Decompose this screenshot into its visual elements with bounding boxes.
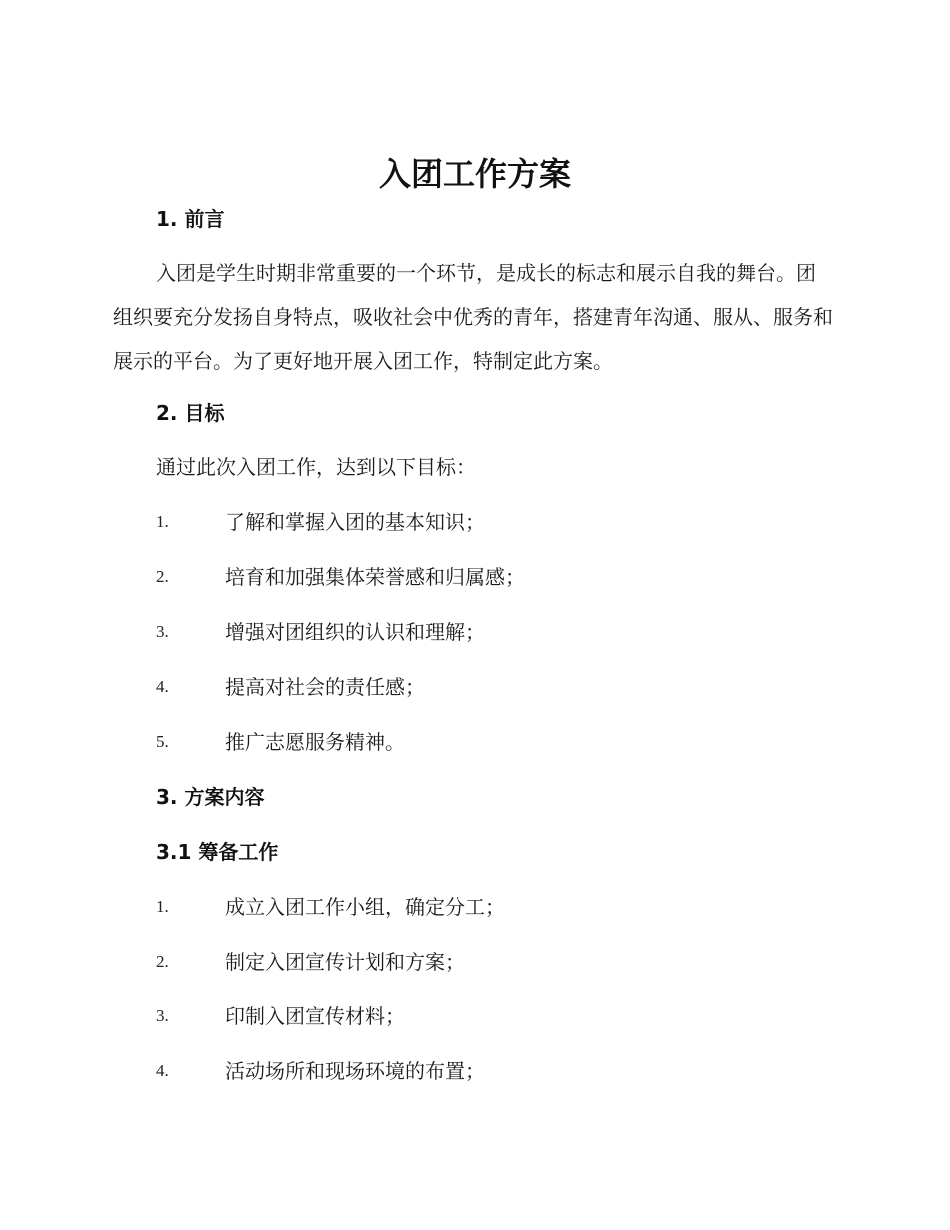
list-item-number: 3. bbox=[156, 622, 169, 641]
list-item bbox=[156, 947, 816, 977]
section-heading-preface: 1. 前言 bbox=[156, 207, 225, 231]
list-item bbox=[156, 1001, 816, 1031]
list-item-text: 制定入团宣传计划和方案； bbox=[225, 950, 465, 974]
list-item bbox=[156, 892, 816, 922]
list-item-number: 4. bbox=[156, 677, 169, 696]
preface-paragraph: 入团是学生时期非常重要的一个环节，是成长的标志和展示自我的舞台。团组织要充分发扬自身特点，吸收社会中优秀的青年，搭建青年沟通、服从、服务和展示的平台。为了更好地开展入团工作，特制定此方案。 bbox=[113, 261, 833, 373]
list-item bbox=[156, 672, 816, 702]
list-item-number: 5. bbox=[156, 732, 169, 751]
list-item-number: 3. bbox=[156, 1006, 169, 1025]
list-item bbox=[156, 1056, 816, 1086]
list-item-text: 成立入团工作小组，确定分工； bbox=[225, 895, 505, 919]
list-item-number: 2. bbox=[156, 952, 169, 971]
document-title: 入团工作方案 bbox=[378, 155, 571, 193]
list-item-text: 印制入团宣传材料； bbox=[225, 1004, 405, 1028]
section-heading-goals: 2. 目标 bbox=[156, 401, 225, 425]
list-item-number: 1. bbox=[156, 512, 169, 531]
goals-intro: 通过此次入团工作，达到以下目标： bbox=[156, 455, 476, 479]
list-item bbox=[156, 727, 816, 757]
list-item-text: 提高对社会的责任感； bbox=[225, 675, 425, 699]
list-item-number: 1. bbox=[156, 897, 169, 916]
section-heading-plan: 3. 方案内容 bbox=[156, 785, 265, 809]
list-item-text: 推广志愿服务精神。 bbox=[225, 730, 405, 754]
list-item-number: 4. bbox=[156, 1061, 169, 1080]
list-item-text: 活动场所和现场环境的布置； bbox=[225, 1059, 485, 1083]
list-item bbox=[156, 617, 816, 647]
list-item-text: 增强对团组织的认识和理解； bbox=[225, 620, 485, 644]
list-item-text: 培育和加强集体荣誉感和归属感； bbox=[225, 565, 525, 589]
subsection-heading-preparation: 3.1 筹备工作 bbox=[156, 840, 279, 864]
list-item-text: 了解和掌握入团的基本知识； bbox=[225, 510, 485, 534]
list-item bbox=[156, 562, 816, 592]
list-item bbox=[156, 507, 816, 537]
list-item-number: 2. bbox=[156, 567, 169, 586]
